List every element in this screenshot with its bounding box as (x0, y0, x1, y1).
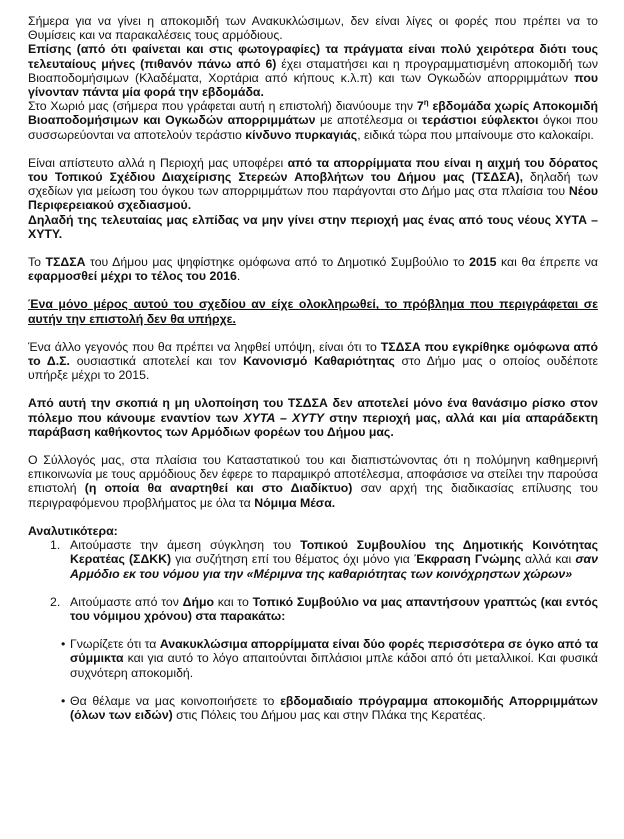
bullet-item-1: • Γνωρίζετε ότι τα Ανακυκλώσιμα απορρίμματα είναι δύο φορές περισσότερα σε όγκο από τα σύμμικτα και για αυτό το λόγο απαιτούνται διπλάσιοι μπλε κάδοι από ότι μεταλλικοί. Και φυσικά συχνότερη αποκομιδή. (61, 637, 598, 680)
bullet-item-2: • Θα θέλαμε να μας κοινοποιήσετε το εβδομαδιαίο πρόγραμμα αποκομιδής Απορριμμάτων (όλων των ειδών) στις Πόλεις του Δήμου μας και στην Πλάκα της Κερατέας. (61, 693, 598, 722)
list-item-1: 1. Αιτούμαστε την άμεση σύγκληση του Τοπικού Συμβουλίου της Δημοτικής Κοινότητας Κερατέας (ΣΔΚΚ) για συζήτηση επί του θέματος όχι μόνο για Έκφραση Γνώμης αλλά και σαν Αρμόδιο εκ του νόμου για την «Μέριμνα της καθαριότητας των κοινόχρηστων χώρων» (50, 538, 598, 581)
bullet-icon: • (61, 693, 66, 708)
paragraph-last-hope: Δηλαδή της τελευταίας μας ελπίδας να μην γίνει στην περιοχή μας ένας από τους νέους ΧΥΤΑ – ΧΥΤΥ. (28, 212, 598, 241)
paragraph-seventh-week: Στο Χωριό μας (σήμερα που γράφεται αυτή η επιστολή) διανύουμε την $7^\eta$ εβδομάδα χωρίς Αποκομιδή Βιοαποδομήσιμων και Ογκωδών απορριμμάτων με αποτέλεσμα οι τεράστιοι εύφλεκτοι όγκοι που συσσωρεύονται να αποτελούν τεράστιο κίνδυνο πυρκαγιάς, ειδικά τώρα που μπαίνουμε στο καλοκαίρι. (28, 98, 598, 142)
list-number: 2. (50, 594, 61, 609)
letter-body (28, 14, 598, 722)
paragraph-intro: Σήμερα για να γίνει η αποκομιδή των Ανακυκλώσιμων, δεν είναι λίγες οι φορές που πρέπει να το Θυμίσεις και να παρακαλέσεις τους αρμόδιους. (28, 14, 598, 43)
paragraph-stopped-collection: Επίσης (από ότι φαίνεται και στις φωτογραφίες) τα πράγματα είναι πολύ χειρότερα διότι τους τελευταίους μήνες (πιθανόν πάνω από 6) έχει σταματήσει και η προγραμματισμένη αποκομιδή των Βιοαποδομήσιμων (Κλαδέματα, Χορτάρια από κήπους κ.λ.π) και των Ογκωδών απορριμμάτων που γίνονταν πάντα μία φορά την εβδομάδα. (28, 42, 598, 100)
list-number: 1. (50, 538, 61, 553)
bullet-icon: • (61, 637, 66, 652)
paragraph-underlined-statement: Ένα μόνο μέρος αυτού του σχεδίου αν είχε ολοκληρωθεί, το πρόβλημα που περιγράφεται σε αυτήν την επιστολή δεν θα υπήρχε. (28, 297, 598, 326)
paragraph-tsdsa-plan: Είναι απίστευτο αλλά η Περιοχή μας υποφέρει από τα απορρίμματα που είναι η αιχμή του δόρατος του Τοπικού Σχέδιου Διαχείρισης Στερεών Αποβλήτων του Δήμου μας (ΤΣΔΣΑ), δηλαδή των σχεδίων για μείωση του όγκου των απορριμμάτων που παράγονται στο Δήμο μας στα πλαίσια του Νέου Περιφερειακού σχεδιασμού. (28, 155, 598, 213)
list-item-2: 2. Αιτούμαστε από τον Δήμο και το Τοπικό Συμβούλιο να μας απαντήσουν γραπτώς (και εντός του νόμιμου χρόνου) στα παρακάτω: (50, 594, 598, 623)
paragraph-tsdsa-vote: Το ΤΣΔΣΑ του Δήμου μας ψηφίστηκε ομόφωνα από το Δημοτικό Συμβούλιο το 2015 και θα έπρεπε να εφαρμοσθεί μέχρι το τέλος του 2016. (28, 255, 598, 284)
paragraph-risk: Από αυτή την σκοπιά η μη υλοποίηση του ΤΣΔΣΑ δεν αποτελεί μόνο ένα θανάσιμο ρίσκο στον πόλεμο που κάνουμε εναντίον των ΧΥΤΑ – ΧΥΤΥ στην περιοχή μας, αλλά και μία απαράδεκτη παράβαση καθήκοντος των Αρμόδιων φορέων του Δήμου μας. (28, 396, 598, 439)
section-heading: Αναλυτικότερα: (28, 523, 118, 538)
paragraph-association: Ο Σύλλογός μας, στα πλαίσια του Καταστατικού του και διαπιστώνοντας ότι η πολύμηνη καθημερινή επικοινωνία με τους αρμόδιους δεν έφερε το παραμικρό αποτέλεσμα, αποφάσισε να στείλει την παρούσα επιστολή (η οποία θα αναρτηθεί και στο Διαδίκτυο) σαν αρχή της διαδικασίας επίλυσης του περιγραφόμενου προβλήματος με όλα τα Νόμιμα Μέσα. (28, 453, 599, 510)
paragraph-cleanliness-regulation: Ένα άλλο γεγονός που θα πρέπει να ληφθεί υπόψη, είναι ότι το ΤΣΔΣΑ που εγκρίθηκε ομόφωνα από το Δ.Σ. ουσιαστικά αποτελεί και τον Κανονισμό Καθαριότητας στο Δήμο μας ο οποίος ουδέποτε υπήρξε μέχρι το 2015. (28, 339, 599, 383)
